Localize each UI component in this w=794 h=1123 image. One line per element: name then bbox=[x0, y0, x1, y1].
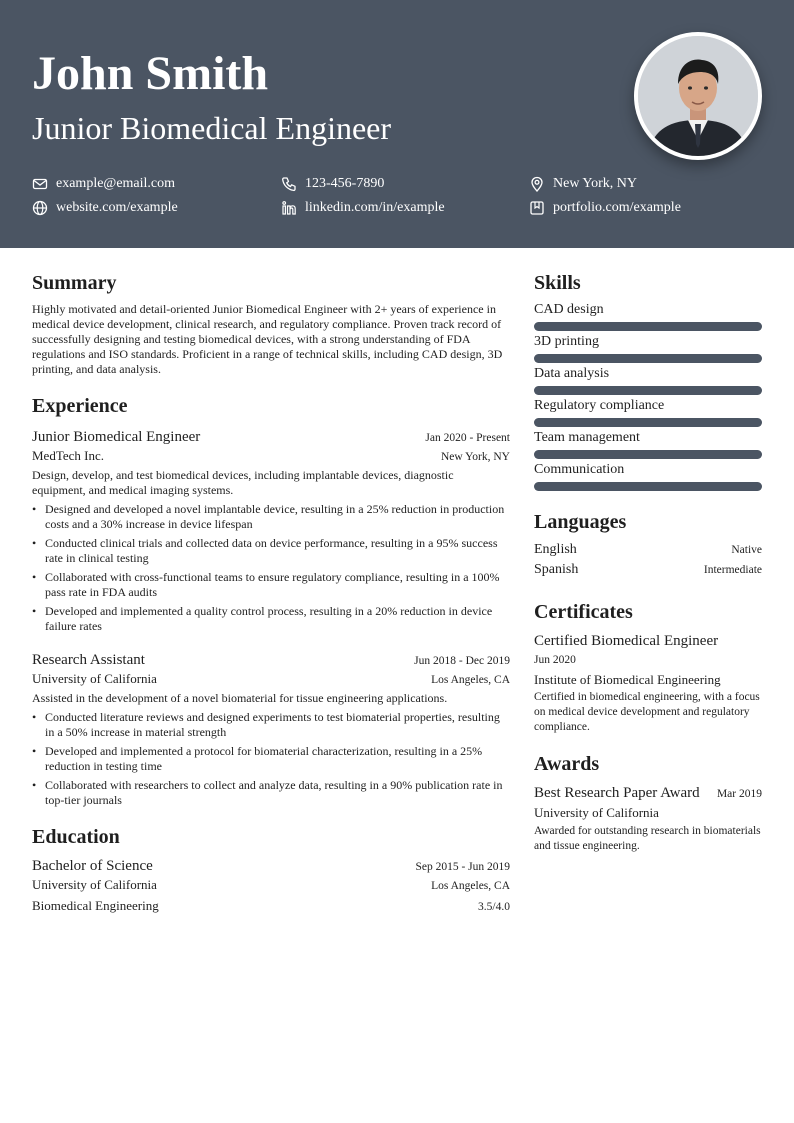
phone-icon bbox=[281, 176, 297, 192]
candidate-name: John Smith bbox=[32, 47, 269, 100]
summary-section bbox=[32, 270, 510, 377]
main-column bbox=[32, 270, 510, 915]
education-dates: Sep 2015 - Jun 2019 bbox=[415, 861, 510, 873]
education-degree: Bachelor of Science bbox=[32, 858, 153, 874]
skill-level-fill bbox=[534, 386, 762, 395]
skill-level-fill bbox=[534, 450, 762, 459]
contact-portfolio[interactable] bbox=[529, 199, 681, 217]
skill-row bbox=[534, 460, 762, 491]
certificate-issuer: Institute of Biomedical Engineering bbox=[534, 672, 721, 687]
award-issuer: University of California bbox=[534, 805, 659, 820]
languages-heading: Languages bbox=[534, 511, 627, 533]
skills-list bbox=[534, 300, 762, 491]
skill-level-fill bbox=[534, 354, 762, 363]
contact-phone-text[interactable]: 123-456-7890 bbox=[305, 176, 385, 191]
job-company: MedTech Inc. bbox=[32, 448, 105, 463]
contact-linkedin[interactable] bbox=[281, 199, 445, 217]
certificates-heading: Certificates bbox=[534, 601, 633, 623]
language-name: English bbox=[534, 542, 577, 557]
awards-section bbox=[534, 751, 762, 854]
side-column bbox=[534, 270, 762, 854]
certificates-section bbox=[534, 599, 762, 735]
skill-level-fill bbox=[534, 322, 762, 331]
job-description: Design, develop, and test biomedical devices, including implantable devices, diagnostic equipment, and medical imaging systems. bbox=[32, 468, 454, 497]
job-bullet: • Developed and implemented a quality control process, resulting in a 20% reduction in device failure rates bbox=[32, 604, 510, 634]
skills-section bbox=[534, 270, 762, 491]
summary-heading: Summary bbox=[32, 272, 117, 294]
skill-row bbox=[534, 332, 762, 363]
job-bullet: • Collaborated with cross-functional teams to ensure regulatory compliance, resulting in a 100% pass rate in FDA audits bbox=[32, 570, 510, 600]
contact-email-text[interactable]: example@email.com bbox=[56, 176, 176, 191]
linkedin-icon bbox=[281, 200, 297, 216]
skill-level-bar bbox=[534, 322, 762, 331]
job-entry bbox=[32, 650, 510, 808]
job-dates: Jan 2020 - Present bbox=[425, 432, 510, 444]
profile-photo bbox=[634, 32, 762, 160]
summary-text: Highly motivated and detail-oriented Junior Biomedical Engineer with 2+ years of experience in medical device development, clinical research, and regulatory compliance. Proven track record of successfully designing and testing biomedical devices, with a strong understanding of FDA regulations and ISO standards. Proficient in a range of technical skills, including CAD design, 3D printing, and data analysis. bbox=[32, 302, 503, 376]
contact-phone[interactable] bbox=[281, 175, 384, 193]
contact-website-text[interactable]: website.com/example bbox=[56, 200, 178, 215]
job-role: Junior Biomedical Engineer bbox=[32, 429, 201, 445]
contact-email[interactable] bbox=[32, 175, 175, 193]
language-level: Native bbox=[731, 544, 762, 556]
candidate-title: Junior Biomedical Engineer bbox=[32, 110, 392, 146]
skill-name: Team management bbox=[534, 430, 640, 445]
job-bullet: • Conducted literature reviews and designed experiments to test biomaterial properties, resulting in a 50% increase in material strength bbox=[32, 710, 510, 740]
skill-level-bar bbox=[534, 386, 762, 395]
skill-level-bar bbox=[534, 354, 762, 363]
award-name: Best Research Paper Award bbox=[534, 785, 700, 801]
contact-location-text: New York, NY bbox=[553, 176, 638, 191]
job-role: Research Assistant bbox=[32, 652, 145, 668]
award-entry bbox=[534, 783, 762, 854]
awards-heading: Awards bbox=[534, 753, 600, 775]
skill-name: CAD design bbox=[534, 302, 604, 317]
skill-name: Data analysis bbox=[534, 366, 610, 381]
job-description: Assisted in the development of a novel biomaterial for tissue engineering applications. bbox=[32, 691, 448, 705]
skill-name: Communication bbox=[534, 462, 625, 477]
skill-row bbox=[534, 300, 762, 331]
job-bullet: • Collaborated with researchers to collect and analyze data, resulting in a 90% publication rate in top-tier journals bbox=[32, 778, 510, 808]
languages-section bbox=[534, 509, 762, 579]
education-section bbox=[32, 824, 510, 915]
skill-row bbox=[534, 396, 762, 427]
job-location: Los Angeles, CA bbox=[431, 674, 510, 686]
skill-level-bar bbox=[534, 418, 762, 427]
profile-photo-image bbox=[638, 36, 758, 156]
certificate-entry bbox=[534, 631, 762, 735]
language-level: Intermediate bbox=[703, 564, 762, 576]
contact-portfolio-text[interactable]: portfolio.com/example bbox=[553, 200, 681, 215]
certificate-date: Jun 2020 bbox=[534, 654, 576, 666]
job-bullets bbox=[32, 502, 510, 634]
job-dates: Jun 2018 - Dec 2019 bbox=[414, 655, 510, 667]
skill-row bbox=[534, 364, 762, 395]
skill-level-fill bbox=[534, 418, 762, 427]
language-row bbox=[534, 541, 762, 559]
education-heading: Education bbox=[32, 826, 120, 848]
contact-website[interactable] bbox=[32, 199, 178, 217]
skill-row bbox=[534, 428, 762, 459]
globe-icon bbox=[32, 200, 48, 216]
job-company: University of California bbox=[32, 671, 157, 686]
award-date: Mar 2019 bbox=[716, 788, 762, 800]
language-row bbox=[534, 561, 762, 579]
job-bullet: • Designed and developed a novel implantable device, resulting in a 25% reduction in production costs and a 30% increase in device lifespan bbox=[32, 502, 510, 532]
job-bullet: • Conducted clinical trials and collected data on device performance, resulting in a 95% success rate in clinical testing bbox=[32, 536, 510, 566]
job-entry bbox=[32, 427, 510, 634]
skills-heading: Skills bbox=[534, 272, 581, 294]
education-location: Los Angeles, CA bbox=[431, 880, 510, 892]
skill-level-bar bbox=[534, 482, 762, 491]
language-name: Spanish bbox=[534, 562, 579, 577]
skill-level-bar bbox=[534, 450, 762, 459]
job-bullet: • Developed and implemented a protocol for biomaterial characterization, resulting in a 25% reduction in testing time bbox=[32, 744, 510, 774]
experience-section bbox=[32, 393, 510, 808]
contact-linkedin-text[interactable]: linkedin.com/in/example bbox=[305, 200, 445, 215]
mail-icon bbox=[32, 176, 48, 192]
certificate-description: Certified in biomedical engineering, with a focus on medical device development and regulatory compliance. bbox=[534, 691, 760, 733]
job-location: New York, NY bbox=[440, 451, 510, 463]
certificate-name: Certified Biomedical Engineer bbox=[534, 633, 719, 649]
job-bullets bbox=[32, 710, 510, 808]
award-description: Awarded for outstanding research in biomaterials and tissue engineering. bbox=[534, 825, 761, 852]
skill-level-fill bbox=[534, 482, 762, 491]
education-gpa: 3.5/4.0 bbox=[478, 901, 510, 913]
skill-name: Regulatory compliance bbox=[534, 398, 665, 413]
education-school: University of California bbox=[32, 877, 157, 892]
location-pin-icon bbox=[529, 176, 545, 192]
portfolio-icon bbox=[529, 200, 545, 216]
experience-heading: Experience bbox=[32, 395, 128, 417]
skill-name: 3D printing bbox=[534, 334, 599, 349]
resume-header bbox=[0, 0, 794, 248]
contact-location bbox=[529, 175, 637, 193]
education-field: Biomedical Engineering bbox=[32, 898, 159, 913]
